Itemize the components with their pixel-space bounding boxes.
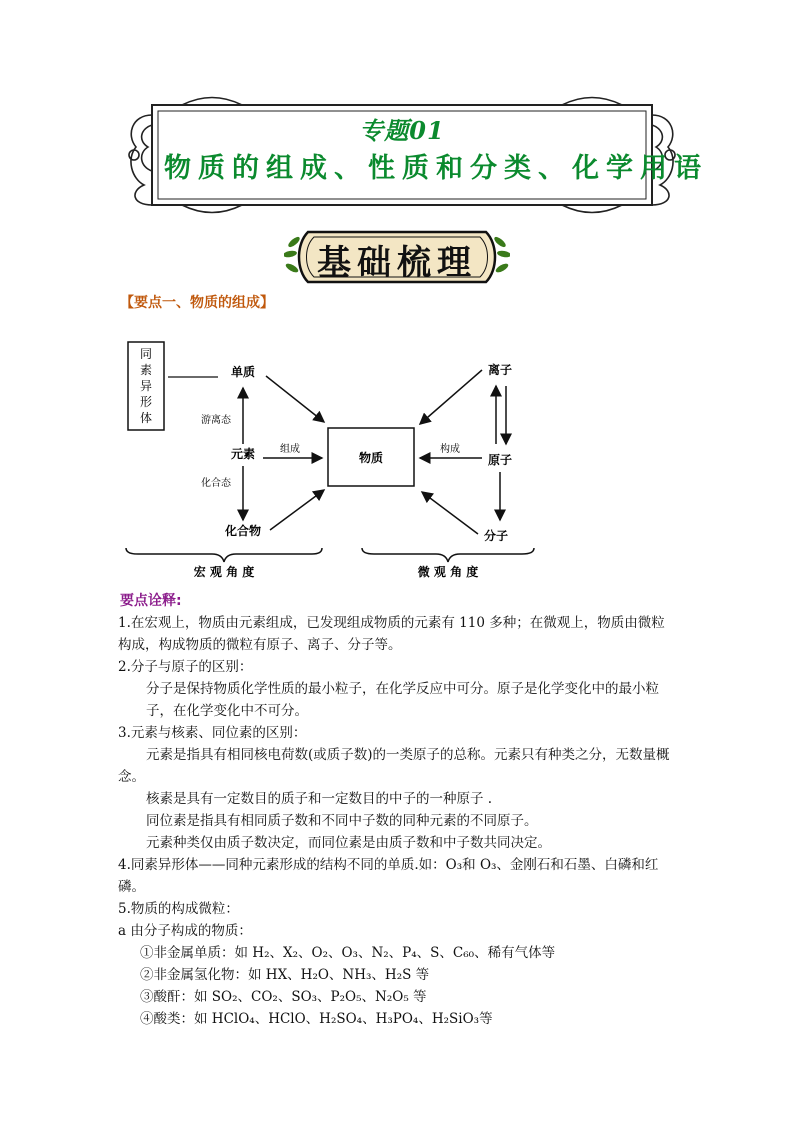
- compose-label: 组成: [280, 444, 300, 455]
- macro-brace: [126, 548, 322, 562]
- topic-title: 物质的组成、性质和分类、化学用语: [164, 153, 708, 184]
- paragraph: 同位素是指具有相同质子数和不同中子数的同种元素的不同原子。: [146, 813, 538, 829]
- paragraph: 5.物质的构成微粒：: [118, 901, 239, 917]
- paragraph: 核素是具有一定数目的质子和一定数目的中子的一种原子 .: [146, 791, 493, 807]
- notes-heading: 要点诠释:: [120, 593, 182, 609]
- allotrope-char: 异: [139, 379, 153, 393]
- paragraph: 分子是保持物质化学性质的最小粒子，在化学反应中可分。原子是化学变化中的最小粒子，在化学变化中不可分。: [146, 681, 659, 719]
- node-compound: 化合物: [224, 524, 262, 538]
- paragraph: 2.分子与原子的区别：: [118, 659, 253, 675]
- micro-label: 微 观 角 度: [417, 565, 479, 579]
- node-atom: 原子: [487, 453, 513, 467]
- list-item: ④酸类：如 HClO₄、HClO、H₂SO₄、H₃PO₄、H₂SiO₃等: [140, 1011, 493, 1027]
- paragraph: 元素种类仅由质子数决定，而同位素是由质子数和中子数共同决定。: [146, 835, 551, 851]
- point-heading: 【要点一、物质的组成】: [120, 295, 274, 311]
- free-state-label: 游离态: [201, 415, 231, 426]
- paragraph: 1.在宏观上，物质由元素组成，已发现组成物质的元素有 110 多种；在微观上，物质由微粒构成，构成物质的微粒有原子、离子、分子等。: [118, 615, 665, 653]
- construct-label: 构成: [440, 444, 460, 455]
- node-molecule: 分子: [483, 529, 509, 543]
- title-banner: [122, 95, 708, 215]
- node-ion: 离子: [487, 363, 513, 377]
- allotrope-char: 体: [139, 411, 153, 425]
- paragraph: a 由分子构成的物质：: [118, 923, 252, 939]
- notes-body: [118, 612, 678, 1030]
- node-substance: 物质: [358, 451, 384, 465]
- composition-diagram: [118, 330, 558, 582]
- combined-state-label: 化合态: [201, 478, 231, 489]
- paragraph: 3.元素与核素、同位素的区别：: [118, 725, 307, 741]
- micro-brace: [362, 548, 534, 562]
- allotrope-char: 同: [139, 347, 153, 361]
- paragraph: 元素是指具有相同核电荷数(或质子数)的一类原子的总称。元素只有种类之分，无数量概念。: [118, 747, 670, 785]
- allotrope-char: 素: [139, 363, 153, 377]
- section-badge: [284, 224, 510, 290]
- banner-text: [164, 113, 708, 197]
- topic-number: 专题01: [359, 116, 445, 145]
- list-item: ③酸酐：如 SO₂、CO₂、SO₃、P₂O₅、N₂O₅ 等: [140, 989, 427, 1005]
- node-simple-substance: 单质: [230, 365, 256, 379]
- node-element: 元素: [230, 447, 256, 461]
- paragraph: 4.同素异形体——同种元素形成的结构不同的单质.如：O₃和 O₃、金刚石和石墨、白磷和红磷。: [118, 857, 659, 895]
- macro-label: 宏 观 角 度: [193, 565, 255, 579]
- allotrope-char: 形: [139, 395, 153, 409]
- section-title: 基础梳理: [317, 243, 477, 283]
- list-item: ①非金属单质：如 H₂、X₂、O₂、O₃、N₂、P₄、S、C₆₀、稀有气体等: [140, 945, 556, 961]
- list-item: ②非金属氢化物：如 HX、H₂O、NH₃、H₂S 等: [140, 967, 430, 983]
